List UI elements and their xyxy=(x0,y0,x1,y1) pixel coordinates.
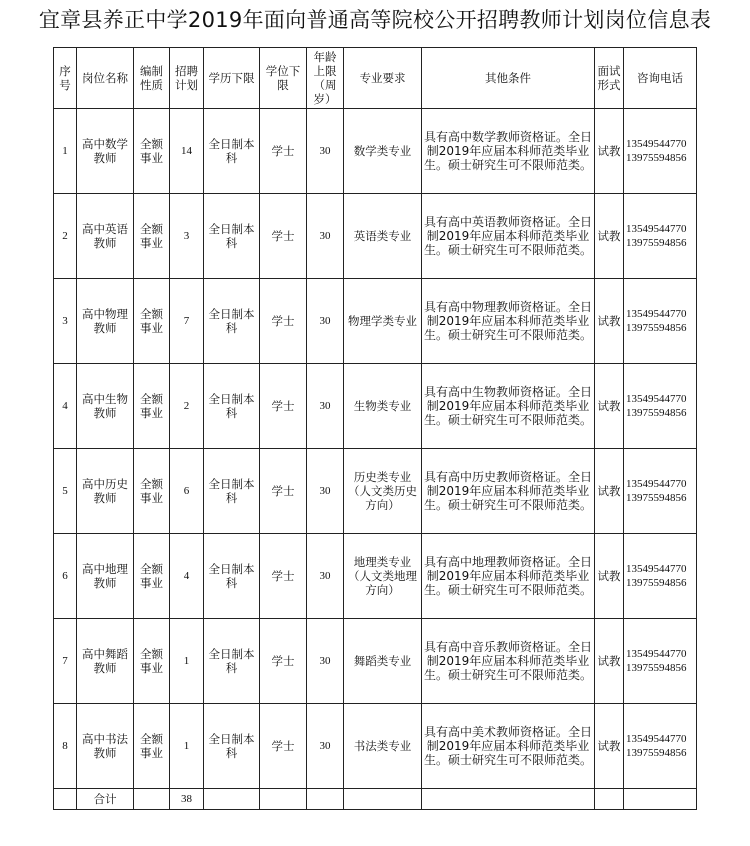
page-title: 宜章县养正中学2019年面向普通高等院校公开招聘教师计划岗位信息表 xyxy=(38,8,712,32)
other-conditions: 具有高中英语教师资格证。全日制2019年应届本科师范类毕业生。硕士研究生可不限师范类。 xyxy=(422,194,595,279)
interview-format: 试教 xyxy=(595,194,624,279)
positions-table xyxy=(53,47,697,810)
post-name: 高中英语教师 xyxy=(77,194,134,279)
min-education: 全日制本科 xyxy=(204,109,260,194)
staffing-nature: 全额事业 xyxy=(134,449,170,534)
header-cell: 岗位名称 xyxy=(77,48,134,109)
post-name: 高中物理教师 xyxy=(77,279,134,364)
min-degree: 学士 xyxy=(260,534,307,619)
row-number: 7 xyxy=(54,619,77,704)
other-conditions: 具有高中历史教师资格证。全日制2019年应届本科师范类毕业生。硕士研究生可不限师范类。 xyxy=(422,449,595,534)
empty-cell xyxy=(344,789,422,810)
phone-number: 13549544770 xyxy=(626,648,687,660)
min-degree: 学士 xyxy=(260,704,307,789)
contact-phone xyxy=(624,279,697,364)
max-age: 30 xyxy=(307,619,344,704)
phone-number: 13549544770 xyxy=(626,393,687,405)
major-requirement: 地理类专业（人文类地理方向） xyxy=(344,534,422,619)
interview-format: 试教 xyxy=(595,364,624,449)
phone-number: 13549544770 xyxy=(626,138,687,150)
post-name: 高中舞蹈教师 xyxy=(77,619,134,704)
contact-phone xyxy=(624,704,697,789)
header-cell: 咨询电话 xyxy=(624,48,697,109)
header-cell: 编制性质 xyxy=(134,48,170,109)
staffing-nature: 全额事业 xyxy=(134,194,170,279)
interview-format: 试教 xyxy=(595,109,624,194)
recruit-plan: 1 xyxy=(170,619,204,704)
row-number: 6 xyxy=(54,534,77,619)
major-requirement: 物理学类专业 xyxy=(344,279,422,364)
post-name: 高中生物教师 xyxy=(77,364,134,449)
other-conditions: 具有高中音乐教师资格证。全日制2019年应届本科师范类毕业生。硕士研究生可不限师范类。 xyxy=(422,619,595,704)
major-requirement: 历史类专业（人文类历史方向） xyxy=(344,449,422,534)
row-number: 4 xyxy=(54,364,77,449)
row-number: 5 xyxy=(54,449,77,534)
min-degree: 学士 xyxy=(260,194,307,279)
post-name: 高中数学教师 xyxy=(77,109,134,194)
phone-number: 13975594856 xyxy=(626,492,687,504)
phone-number: 13975594856 xyxy=(626,152,687,164)
table-row xyxy=(54,194,697,279)
empty-cell xyxy=(624,789,697,810)
other-conditions: 具有高中物理教师资格证。全日制2019年应届本科师范类毕业生。硕士研究生可不限师范类。 xyxy=(422,279,595,364)
contact-phone xyxy=(624,364,697,449)
staffing-nature: 全额事业 xyxy=(134,704,170,789)
phone-number: 13549544770 xyxy=(626,563,687,575)
interview-format: 试教 xyxy=(595,534,624,619)
phone-number: 13975594856 xyxy=(626,407,687,419)
other-conditions: 具有高中生物教师资格证。全日制2019年应届本科师范类毕业生。硕士研究生可不限师范类。 xyxy=(422,364,595,449)
header-cell: 学历下限 xyxy=(204,48,260,109)
empty-cell xyxy=(422,789,595,810)
recruit-plan: 6 xyxy=(170,449,204,534)
contact-phone xyxy=(624,194,697,279)
staffing-nature: 全额事业 xyxy=(134,364,170,449)
interview-format: 试教 xyxy=(595,619,624,704)
recruit-plan: 14 xyxy=(170,109,204,194)
row-number: 8 xyxy=(54,704,77,789)
staffing-nature: 全额事业 xyxy=(134,109,170,194)
header-cell: 序号 xyxy=(54,48,77,109)
header-cell: 其他条件 xyxy=(422,48,595,109)
interview-format: 试教 xyxy=(595,704,624,789)
contact-phone xyxy=(624,449,697,534)
recruit-plan: 3 xyxy=(170,194,204,279)
phone-number: 13975594856 xyxy=(626,322,687,334)
min-education: 全日制本科 xyxy=(204,364,260,449)
min-degree: 学士 xyxy=(260,109,307,194)
recruit-plan: 4 xyxy=(170,534,204,619)
phone-number: 13975594856 xyxy=(626,662,687,674)
contact-phone xyxy=(624,619,697,704)
min-degree: 学士 xyxy=(260,619,307,704)
table-row xyxy=(54,619,697,704)
max-age: 30 xyxy=(307,109,344,194)
recruit-plan: 2 xyxy=(170,364,204,449)
min-education: 全日制本科 xyxy=(204,279,260,364)
phone-number: 13975594856 xyxy=(626,747,687,759)
major-requirement: 英语类专业 xyxy=(344,194,422,279)
phone-number: 13549544770 xyxy=(626,308,687,320)
max-age: 30 xyxy=(307,364,344,449)
major-requirement: 舞蹈类专业 xyxy=(344,619,422,704)
empty-cell xyxy=(134,789,170,810)
min-education: 全日制本科 xyxy=(204,449,260,534)
phone-number: 13975594856 xyxy=(626,577,687,589)
empty-cell xyxy=(204,789,260,810)
contact-phone xyxy=(624,534,697,619)
header-cell: 面试形式 xyxy=(595,48,624,109)
table-row xyxy=(54,449,697,534)
interview-format: 试教 xyxy=(595,449,624,534)
post-name: 高中书法教师 xyxy=(77,704,134,789)
max-age: 30 xyxy=(307,534,344,619)
total-plan: 38 xyxy=(170,789,204,810)
major-requirement: 书法类专业 xyxy=(344,704,422,789)
max-age: 30 xyxy=(307,704,344,789)
other-conditions: 具有高中数学教师资格证。全日制2019年应届本科师范类毕业生。硕士研究生可不限师范类。 xyxy=(422,109,595,194)
recruit-plan: 7 xyxy=(170,279,204,364)
major-requirement: 生物类专业 xyxy=(344,364,422,449)
max-age: 30 xyxy=(307,279,344,364)
recruit-plan: 1 xyxy=(170,704,204,789)
major-requirement: 数学类专业 xyxy=(344,109,422,194)
header-cell: 学位下限 xyxy=(260,48,307,109)
min-degree: 学士 xyxy=(260,364,307,449)
phone-number: 13549544770 xyxy=(626,223,687,235)
interview-format: 试教 xyxy=(595,279,624,364)
staffing-nature: 全额事业 xyxy=(134,534,170,619)
phone-number: 13549544770 xyxy=(626,478,687,490)
phone-number: 13549544770 xyxy=(626,733,687,745)
empty-cell xyxy=(595,789,624,810)
max-age: 30 xyxy=(307,449,344,534)
table-row xyxy=(54,534,697,619)
post-name: 高中地理教师 xyxy=(77,534,134,619)
header-cell: 专业要求 xyxy=(344,48,422,109)
header-cell: 招聘计划 xyxy=(170,48,204,109)
table-row xyxy=(54,364,697,449)
row-number: 2 xyxy=(54,194,77,279)
min-education: 全日制本科 xyxy=(204,194,260,279)
min-education: 全日制本科 xyxy=(204,619,260,704)
max-age: 30 xyxy=(307,194,344,279)
contact-phone xyxy=(624,109,697,194)
row-number: 3 xyxy=(54,279,77,364)
post-name: 高中历史教师 xyxy=(77,449,134,534)
table-row xyxy=(54,279,697,364)
min-education: 全日制本科 xyxy=(204,534,260,619)
min-degree: 学士 xyxy=(260,279,307,364)
total-row xyxy=(54,789,697,810)
empty-cell xyxy=(54,789,77,810)
empty-cell xyxy=(307,789,344,810)
empty-cell xyxy=(260,789,307,810)
staffing-nature: 全额事业 xyxy=(134,619,170,704)
staffing-nature: 全额事业 xyxy=(134,279,170,364)
table-header-row xyxy=(54,48,697,109)
total-label: 合计 xyxy=(77,789,134,810)
other-conditions: 具有高中地理教师资格证。全日制2019年应届本科师范类毕业生。硕士研究生可不限师范类。 xyxy=(422,534,595,619)
header-cell: 年龄上限（周岁） xyxy=(307,48,344,109)
min-degree: 学士 xyxy=(260,449,307,534)
table-row xyxy=(54,109,697,194)
phone-number: 13975594856 xyxy=(626,237,687,249)
table-row xyxy=(54,704,697,789)
other-conditions: 具有高中美术教师资格证。全日制2019年应届本科师范类毕业生。硕士研究生可不限师范类。 xyxy=(422,704,595,789)
min-education: 全日制本科 xyxy=(204,704,260,789)
row-number: 1 xyxy=(54,109,77,194)
